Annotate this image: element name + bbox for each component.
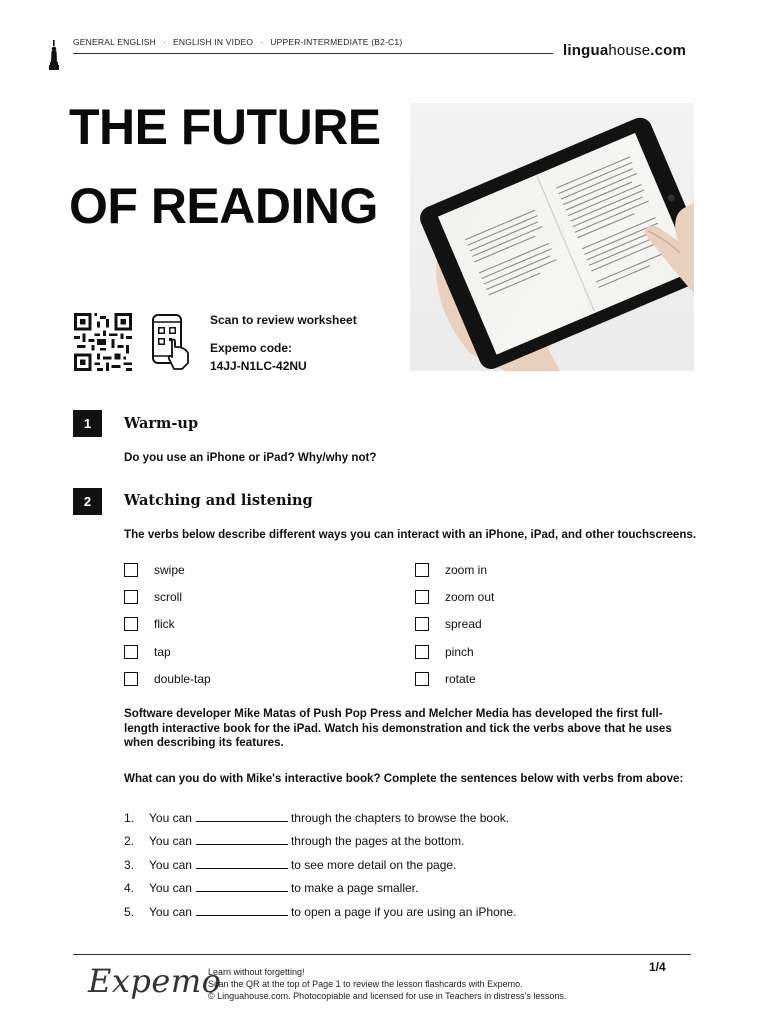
phone-scan-icon [150,313,192,371]
checkbox[interactable] [124,590,138,604]
scan-instruction: Scan to review worksheet [210,313,357,327]
qr-code[interactable] [73,313,133,371]
answer-blank[interactable] [196,882,288,892]
brand-rest: house [608,42,651,59]
sentence-start: You can [149,834,192,848]
checkbox[interactable] [415,617,429,631]
checkbox[interactable] [415,563,429,577]
expemo-code-label: Expemo code: [210,341,293,355]
breadcrumb-level: UPPER-INTERMEDIATE (B2-C1) [270,37,403,47]
footer-copyright: © Linguahouse.com. Photocopiable and licensed for use in Teachers in distress's lessons. [208,991,567,1001]
sentence-number: 3. [124,858,135,872]
sentence-number: 4. [124,881,135,895]
checkbox[interactable] [415,590,429,604]
sentence-5 [124,905,516,919]
sentence-2 [124,834,464,848]
sentence-4 [124,881,418,895]
sentence-end: to open a page if you are using an iPhone. [290,905,517,919]
checkbox[interactable] [415,645,429,659]
footer-divider [73,954,691,955]
section-2-title: Watching and listening [124,492,313,509]
statue-of-liberty-icon [47,40,61,70]
verb-label: pinch [445,645,474,659]
verb-label: zoom in [445,563,488,577]
brand-tld: .com [650,42,687,59]
header-divider [73,53,553,54]
warmup-question: Do you use an iPhone or iPad? Why/why not? [124,451,377,464]
title-line-2: OF READING [69,178,378,234]
sentence-1 [124,811,509,825]
answer-blank[interactable] [196,835,288,845]
breadcrumb [73,37,402,47]
sentence-end: to see more detail on the page. [290,858,457,872]
verb-label: double-tap [154,672,211,686]
checkbox[interactable] [124,563,138,577]
verb-label: swipe [154,563,185,577]
answer-blank[interactable] [196,859,288,869]
tablet-reading-photo [410,103,694,371]
sentence-end: to make a page smaller. [290,881,419,895]
section-1-number: 1 [73,410,102,437]
checkbox[interactable] [415,672,429,686]
section-2-number: 2 [73,488,102,515]
answer-blank[interactable] [196,906,288,916]
brand-bold: lingua [563,42,609,59]
sentence-start: You can [149,905,192,919]
sentence-start: You can [149,881,192,895]
sentence-start: You can [149,858,192,872]
sentence-end: through the pages at the bottom. [290,834,465,848]
title-line-1: THE FUTURE [69,99,381,155]
section-1-title: Warm-up [124,415,199,432]
footer-text [208,966,566,1002]
expemo-logo[interactable]: Expemo [88,962,222,1000]
breadcrumb-general-english: GENERAL ENGLISH [73,37,156,47]
footer-tagline: Learn without forgetting! [208,967,305,977]
verb-label: rotate [445,672,476,686]
sentence-start: You can [149,811,192,825]
sentence-number: 1. [124,811,135,825]
sentence-number: 2. [124,834,135,848]
video-description: Software developer Mike Matas of Push Pop Press and Melcher Media has developed the first full-length interactive book for the iPad. Watch his demonstration and tick the verbs above that he uses when describing its features. [124,707,672,749]
sentence-3 [124,858,456,872]
answer-blank[interactable] [196,812,288,822]
brand-logo[interactable] [563,42,686,59]
checkbox[interactable] [124,617,138,631]
page-title [69,88,381,246]
sentence-number: 5. [124,905,135,919]
verb-label: zoom out [445,590,495,604]
breadcrumb-separator: · [260,37,264,47]
checkbox[interactable] [124,672,138,686]
page-number: 1/4 [649,960,666,974]
breadcrumb-english-in-video: ENGLISH IN VIDEO [173,37,254,47]
verb-label: tap [154,645,171,659]
verbs-intro: The verbs below describe different ways you can interact with an iPhone, iPad, and other touchscreens. [124,528,697,541]
breadcrumb-separator: · [163,37,167,47]
checkbox[interactable] [124,645,138,659]
footer-instruction: Scan the QR at the top of Page 1 to review the lesson flashcards with Expemo. [208,979,523,989]
sentence-end: through the chapters to browse the book. [290,811,510,825]
verb-label: flick [154,617,175,631]
verb-label: spread [445,617,482,631]
completion-task: What can you do with Mike's interactive book? Complete the sentences below with verbs from above: [124,772,684,785]
expemo-code-value: 14JJ-N1LC-42NU [210,359,307,373]
verb-label: scroll [154,590,183,604]
